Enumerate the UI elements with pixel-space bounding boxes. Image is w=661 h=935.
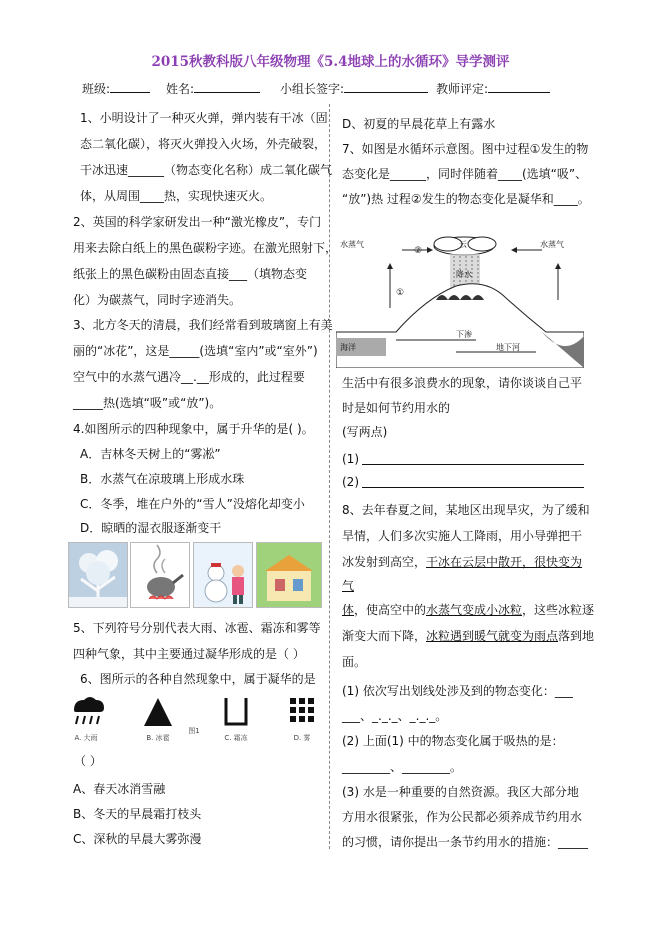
- photo-kettle-steam: [130, 542, 190, 608]
- underlined-phrase-1: 干冰在云层中散开，很快变为: [426, 555, 583, 569]
- q6-option-c: C、深秋的早晨大雾弥漫: [73, 832, 202, 846]
- q8-line: 旱情，人们多次实施人工降雨，用小导弹把干: [342, 529, 583, 543]
- photo-drying-clothes: [256, 542, 322, 608]
- label-vapor-right: 水蒸气: [540, 240, 564, 249]
- q8-1-line: ___、_._._、_._._。: [342, 709, 448, 723]
- q8-line: 8、去年春夏之间，某地区出现旱灾，为了缓和: [342, 503, 590, 517]
- symbol-frost: [216, 692, 256, 746]
- q8-line-6: 渐变大而下降，冰粒遇到暖气就变为雨点落到地: [342, 629, 595, 643]
- q1-line: 态二氧化碳），将灭火弹投入火场，外壳破裂，: [80, 137, 327, 151]
- teacher-field[interactable]: [488, 81, 550, 93]
- leader-field[interactable]: [344, 81, 428, 93]
- header-class: [82, 80, 150, 97]
- q8-line-4: 气: [342, 579, 355, 593]
- answer-1-line[interactable]: [362, 464, 584, 465]
- q8-line-3: 冰发射到高空，干冰在云层中散开，很快变为: [342, 555, 583, 569]
- label-underground-river: 地下河: [496, 343, 520, 352]
- q4-option-b: B．水蒸气在凉玻璃上形成水珠: [80, 472, 245, 486]
- label-process-2: ②: [414, 246, 423, 256]
- symbol-caption: B. 冰雹: [146, 734, 170, 742]
- q1-line: 1、小明设计了一种灭火弹，弹内装有干冰（固: [80, 111, 328, 125]
- q2-line: 2、英国的科学家研发出一种“激光橡皮”，专门: [73, 215, 322, 229]
- class-field[interactable]: [110, 81, 150, 93]
- q8-3-line: (3) 水是一种重要的自然资源。我区大部分地: [342, 785, 579, 799]
- q6-option-a: A、春天冰消雪融: [73, 782, 166, 796]
- q7-line: 7、如图是水循环示意图。图中过程①发生的物: [342, 142, 589, 156]
- q6-question: 6、图所示的各种自然现象中，属于凝华的是: [80, 672, 316, 686]
- q2-line: 用来去除白纸上的黑色碳粉字迹。在激光照射下，: [73, 241, 338, 255]
- q7-line: “放”)热 过程②发生的物态变化是凝华和____。: [342, 192, 590, 206]
- q5-line: 5、下列符号分别代表大雨、冰雹、霜冻和雾等: [73, 621, 321, 635]
- column-divider: [329, 104, 330, 849]
- label-sea: 海洋: [340, 343, 356, 352]
- q8-line-7: 面。: [342, 655, 367, 669]
- symbol-heavy-rain: [66, 692, 106, 746]
- q8-2-line: ________、________。: [342, 760, 463, 774]
- name-field[interactable]: [194, 81, 260, 93]
- q8-3-line: 的习惯，请你提出一条节约用水的措施：_____: [342, 835, 589, 849]
- label-vapor-left: 水蒸气: [340, 240, 364, 249]
- q1-line: 干冰迅速______（物态变化名称）成二氧化碳气: [80, 163, 333, 177]
- q7b-line: 时是如何节约用水的: [342, 401, 451, 415]
- q4-option-c: C．冬季，堆在户外的“雪人”没熔化却变小: [80, 497, 305, 511]
- q2-line: 纸张上的黑色碳粉由固态直接___（填物态变: [73, 267, 308, 281]
- q8-1-line: (1) 依次写出划线处涉及到的物态变化：___: [342, 684, 573, 698]
- underlined-phrase-3: 冰粒遇到暖气就变为雨点: [426, 629, 559, 643]
- q7b-line: 生活中有很多浪费水的现象，请你谈谈自己平: [342, 376, 583, 390]
- q6-paren: （ ）: [74, 754, 102, 768]
- q6-option-b: B、冬天的早晨霜打枝头: [73, 807, 202, 821]
- header-leader: [280, 80, 428, 97]
- leader-label: 小组长签字:: [280, 82, 345, 96]
- answer-2-line[interactable]: [362, 487, 584, 488]
- symbol-caption: C. 霜冻: [224, 734, 248, 742]
- q8-line-5: 体，使高空中的水蒸气变成小冰粒，这些冰粒逐: [342, 603, 595, 617]
- q5-line: 四种气象，其中主要通过凝华形成的是（ ）: [73, 647, 305, 661]
- symbol-caption: D. 雾: [293, 734, 311, 742]
- q2-line: 化）为碳蒸气，同时字迹消失。: [73, 293, 242, 307]
- teacher-label: 教师评定:: [436, 82, 489, 96]
- class-label: 班级:: [82, 82, 111, 96]
- header-name: [166, 80, 260, 97]
- q3-line: 3、北方冬天的清晨，我们经常看到玻璃窗上有美: [73, 318, 333, 332]
- page-title: 2015秋教科版八年级物理《5.4地球上的水循环》导学测评: [151, 54, 510, 70]
- q4-option-d: D．晾晒的湿衣服逐渐变干: [80, 521, 222, 535]
- label-process-1: ①: [396, 288, 405, 298]
- symbol-fog: [282, 692, 322, 746]
- label-seep: 下渗: [456, 330, 472, 339]
- q7-line: 态变化是______，同时伴随着____(选填“吸”、: [342, 167, 588, 181]
- q3-line: 丽的“冰花”，这是_____(选填“室内”或“室外”): [73, 344, 318, 358]
- q3-line: 空气中的水蒸气遇冷__.__形成的，此过程要: [73, 370, 305, 384]
- answer-1-label: (1): [342, 452, 359, 466]
- answer-2-label: (2): [342, 475, 359, 489]
- q4-question: 4.如图所示的四种现象中，属于升华的是( )。: [73, 422, 314, 436]
- symbol-hail: [138, 692, 178, 746]
- name-label: 姓名:: [166, 82, 195, 96]
- q6-option-d: D、初夏的早晨花草上有露水: [342, 117, 496, 131]
- q8-2-line: (2) 上面(1) 中的物态变化属于吸热的是：: [342, 734, 564, 748]
- figure-label: 图1: [188, 727, 200, 735]
- header-teacher: [436, 80, 550, 97]
- q1-line: 体，从周围____热，实现快速灭火。: [80, 189, 273, 203]
- underlined-phrase-2: 水蒸气变成小冰粒: [426, 603, 523, 617]
- q3-line: _____热(选填“吸”或“放”)。: [73, 396, 222, 410]
- q4-option-a: A．吉林冬天树上的“雾凇”: [80, 447, 221, 461]
- label-rain: 降水: [456, 270, 472, 279]
- photo-frosted-tree: [68, 542, 128, 608]
- q8-3-line: 方用水很紧张，作为公民都必须养成节约用水: [342, 810, 583, 824]
- q7b-line: (写两点): [342, 425, 388, 439]
- label-cloud: 云: [459, 240, 467, 249]
- water-cycle-diagram: [336, 228, 584, 368]
- photo-snowman: [193, 542, 253, 608]
- symbol-caption: A. 大雨: [74, 734, 98, 742]
